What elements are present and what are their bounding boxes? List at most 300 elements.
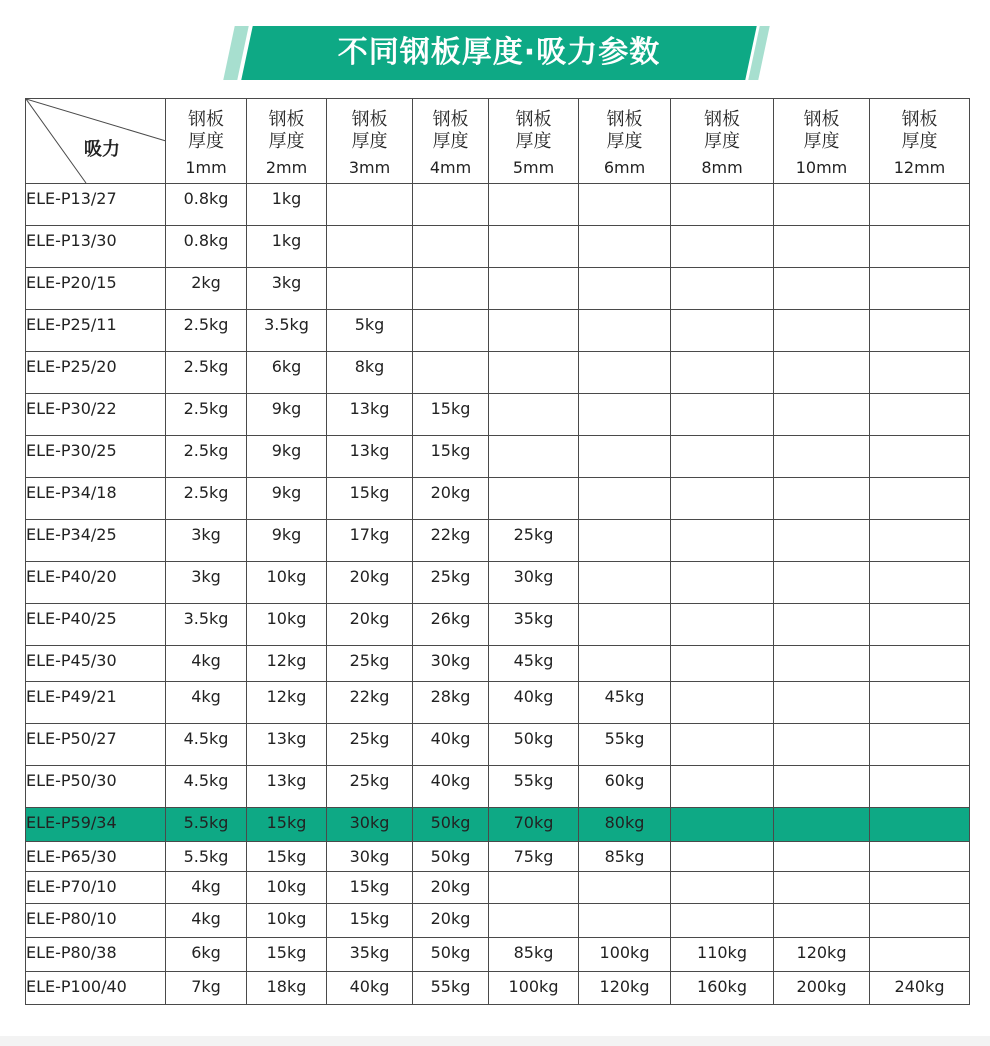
column-header-line2: 厚度 [515,131,552,152]
model-cell [26,562,166,604]
suction-value [579,872,670,877]
value-cell [671,904,774,938]
suction-value: 4.5kg [183,729,229,748]
value-cell [870,394,970,436]
value-cell [870,310,970,352]
suction-value [671,872,773,877]
suction-value: 3.5kg [183,609,229,628]
value-cell [247,436,327,478]
model-cell [26,646,166,682]
suction-value [671,646,773,651]
suction-value: 4kg [191,687,221,706]
suction-value: 4.5kg [183,771,229,790]
value-cell [579,646,671,682]
model-name: ELE-P25/11 [26,315,117,334]
suction-value: 2.5kg [183,399,229,418]
table-row [26,646,970,682]
model-cell [26,310,166,352]
value-cell [327,436,413,478]
table-row [26,562,970,604]
table-row [26,436,970,478]
value-cell [774,724,870,766]
suction-table [25,98,970,1005]
value-cell [671,972,774,1005]
suction-value: 4kg [191,909,221,928]
value-cell [166,436,247,478]
table-row [26,478,970,520]
suction-value: 3kg [191,525,221,544]
column-header-thickness: 12mm [893,158,946,177]
value-cell [247,184,327,226]
suction-value [671,394,773,399]
value-cell [671,682,774,724]
value-cell [489,842,579,872]
suction-value [579,436,670,441]
suction-value [870,226,969,231]
suction-value: 3kg [271,273,302,292]
suction-value [579,352,670,357]
value-cell [247,646,327,682]
column-header-line2: 厚度 [803,131,840,152]
table-row [26,310,970,352]
value-cell [579,972,671,1005]
value-cell [413,904,489,938]
suction-value [774,562,869,567]
value-cell [671,562,774,604]
value-cell [166,478,247,520]
value-cell [671,310,774,352]
value-cell [327,310,413,352]
suction-value [489,226,578,231]
value-cell [247,872,327,904]
value-cell [774,520,870,562]
value-cell [489,562,579,604]
suction-value [870,394,969,399]
suction-value: 20kg [430,483,471,502]
suction-value: 12kg [266,651,307,670]
value-cell [327,562,413,604]
suction-value [870,904,969,909]
suction-value: 110kg [697,943,747,962]
value-cell [413,268,489,310]
column-header [247,99,327,184]
suction-value [413,184,488,189]
suction-value: 5.5kg [183,813,229,832]
column-header-line1: 钢板 [901,109,938,130]
suction-value: 15kg [266,847,307,866]
suction-value: 0.8kg [183,189,229,208]
value-cell [870,808,970,842]
value-cell [671,604,774,646]
suction-value [413,226,488,231]
suction-value [774,808,869,813]
table-row [26,766,970,808]
value-cell [166,808,247,842]
value-cell [671,268,774,310]
value-cell [327,724,413,766]
model-cell [26,184,166,226]
value-cell [327,352,413,394]
value-cell [579,808,671,842]
value-cell [413,808,489,842]
value-cell [247,478,327,520]
suction-value: 18kg [266,977,307,996]
suction-value: 35kg [349,943,390,962]
value-cell [774,394,870,436]
value-cell [579,310,671,352]
suction-value: 85kg [604,847,645,866]
value-cell [166,972,247,1005]
value-cell [774,604,870,646]
value-cell [870,938,970,972]
suction-value [489,872,578,877]
value-cell [166,682,247,724]
value-cell [671,872,774,904]
value-cell [489,766,579,808]
suction-value [774,872,869,877]
model-name: ELE-P30/25 [26,441,117,460]
suction-value: 7kg [191,977,221,996]
value-cell [327,520,413,562]
column-header-line1: 钢板 [803,109,840,130]
value-cell [489,972,579,1005]
model-name: ELE-P13/30 [26,231,117,250]
title-banner [229,26,766,80]
value-cell [579,184,671,226]
suction-value: 120kg [599,977,650,996]
bottom-bar [0,1036,990,1046]
column-header-thickness: 3mm [348,158,391,177]
suction-value [870,766,969,771]
value-cell [671,646,774,682]
column-header [774,99,870,184]
column-header-line1: 钢板 [351,109,388,130]
suction-value: 25kg [430,567,471,586]
suction-value: 15kg [349,877,390,896]
model-name: ELE-P80/10 [26,909,117,928]
value-cell [413,478,489,520]
value-cell [489,938,579,972]
suction-value [870,268,969,273]
value-cell [327,394,413,436]
suction-value [579,904,670,909]
suction-value: 40kg [349,977,390,996]
value-cell [489,436,579,478]
suction-value [870,682,969,687]
suction-value [489,352,578,357]
suction-value: 20kg [430,877,471,896]
suction-value [870,872,969,877]
value-cell [671,938,774,972]
column-header-thickness: 2mm [265,158,308,177]
suction-value: 2.5kg [183,483,229,502]
suction-value [774,842,869,847]
suction-value [870,604,969,609]
suction-value: 40kg [430,729,471,748]
column-header-line2: 厚度 [268,131,305,152]
column-header-thickness: 8mm [701,158,743,177]
value-cell [166,562,247,604]
column-header [166,99,247,184]
table-row [26,184,970,226]
suction-value [671,436,773,441]
suction-value [671,478,773,483]
suction-value: 2.5kg [183,315,229,334]
table-row [26,724,970,766]
column-header-line1: 钢板 [432,109,469,130]
suction-value: 200kg [796,977,847,996]
value-cell [247,604,327,646]
value-cell [870,478,970,520]
value-cell [579,682,671,724]
suction-value: 8kg [354,357,385,376]
suction-value: 80kg [604,813,645,832]
suction-value [870,184,969,189]
suction-value: 15kg [430,441,471,460]
column-header-line2: 厚度 [606,131,643,152]
table-row [26,682,970,724]
suction-value [774,724,869,729]
suction-value [671,184,773,189]
suction-value [774,436,869,441]
value-cell [774,904,870,938]
model-cell [26,972,166,1005]
suction-value: 35kg [513,609,554,628]
suction-value: 26kg [430,609,471,628]
suction-value [774,352,869,357]
model-name: ELE-P50/27 [26,729,117,748]
value-cell [413,394,489,436]
value-cell [870,904,970,938]
suction-value: 17kg [349,525,390,544]
suction-value: 55kg [604,729,645,748]
suction-value [870,310,969,315]
suction-value [774,226,869,231]
value-cell [166,184,247,226]
suction-value: 28kg [430,687,471,706]
suction-value: 4kg [191,651,221,670]
value-cell [166,604,247,646]
model-cell [26,520,166,562]
model-cell [26,842,166,872]
suction-value [579,226,670,231]
value-cell [870,520,970,562]
suction-value [774,268,869,273]
model-cell [26,604,166,646]
value-cell [413,352,489,394]
value-cell [579,724,671,766]
value-cell [870,562,970,604]
value-cell [774,478,870,520]
suction-value: 85kg [513,943,554,962]
suction-value: 4kg [191,877,221,896]
suction-value: 60kg [604,771,645,790]
suction-value [489,184,578,189]
column-header-line2: 厚度 [704,131,740,152]
value-cell [774,310,870,352]
suction-value [671,904,773,909]
suction-value [579,268,670,273]
model-cell [26,808,166,842]
suction-value: 25kg [349,771,390,790]
model-cell [26,682,166,724]
value-cell [327,938,413,972]
suction-value [579,604,670,609]
suction-value [671,808,773,813]
value-cell [413,842,489,872]
suction-value [579,310,670,315]
suction-value [671,766,773,771]
suction-value [489,394,578,399]
suction-value [671,604,773,609]
table-row [26,842,970,872]
value-cell [489,268,579,310]
column-header-thickness: 4mm [429,158,472,177]
value-cell [774,842,870,872]
value-cell [327,972,413,1005]
suction-value: 6kg [271,357,302,376]
suction-value [870,724,969,729]
suction-value: 1kg [271,189,302,208]
suction-value [671,520,773,525]
value-cell [489,646,579,682]
value-cell [413,226,489,268]
value-cell [671,842,774,872]
model-name: ELE-P70/10 [26,877,117,896]
corner-label: 吸力 [84,139,120,160]
suction-value: 10kg [266,567,307,586]
model-name: ELE-P40/20 [26,567,117,586]
value-cell [489,682,579,724]
value-cell [327,604,413,646]
value-cell [413,562,489,604]
column-header-thickness: 10mm [795,158,848,177]
suction-value [489,478,578,483]
value-cell [774,562,870,604]
suction-value: 45kg [513,651,554,670]
suction-value: 50kg [430,847,471,866]
value-cell [413,972,489,1005]
column-header [327,99,413,184]
value-cell [671,724,774,766]
suction-value [489,268,578,273]
value-cell [166,724,247,766]
header-row [26,99,970,184]
suction-value: 1kg [271,231,302,250]
value-cell [247,904,327,938]
suction-value [870,352,969,357]
suction-value [413,352,488,357]
value-cell [870,972,970,1005]
value-cell [579,520,671,562]
value-cell [870,604,970,646]
value-cell [413,872,489,904]
value-cell [489,808,579,842]
suction-value: 9kg [271,399,302,418]
suction-value: 3kg [191,567,221,586]
model-name: ELE-P49/21 [26,687,117,706]
column-header-line1: 钢板 [606,109,643,130]
table-row [26,394,970,436]
value-cell [774,352,870,394]
value-cell [870,682,970,724]
value-cell [489,394,579,436]
value-cell [671,394,774,436]
suction-value [774,682,869,687]
suction-value [579,184,670,189]
table-row [26,872,970,904]
suction-value [327,226,412,231]
suction-value [774,184,869,189]
value-cell [413,938,489,972]
column-header-line1: 钢板 [268,109,305,130]
value-cell [247,394,327,436]
column-header-line1: 钢板 [188,109,224,130]
model-cell [26,478,166,520]
table-row [26,520,970,562]
suction-value: 30kg [349,847,390,866]
suction-value: 45kg [604,687,645,706]
model-name: ELE-P50/30 [26,771,117,790]
value-cell [671,226,774,268]
table-row [26,972,970,1005]
value-cell [774,872,870,904]
suction-value: 25kg [513,525,554,544]
value-cell [247,938,327,972]
value-cell [489,724,579,766]
page-title: 不同钢板厚度·吸力参数 [337,35,661,70]
value-cell [247,766,327,808]
suction-value: 160kg [697,977,747,996]
value-cell [774,682,870,724]
suction-value: 10kg [266,609,307,628]
value-cell [774,766,870,808]
suction-value [327,184,412,189]
suction-value: 0.8kg [183,231,229,250]
suction-value: 75kg [513,847,554,866]
suction-value: 13kg [349,399,390,418]
suction-value: 6kg [191,943,221,962]
value-cell [413,184,489,226]
suction-value: 2.5kg [183,441,229,460]
value-cell [166,268,247,310]
value-cell [413,604,489,646]
suction-value: 20kg [430,909,471,928]
column-header [489,99,579,184]
value-cell [166,872,247,904]
suction-value: 50kg [430,813,471,832]
suction-value [671,724,773,729]
value-cell [870,184,970,226]
value-cell [489,872,579,904]
value-cell [671,352,774,394]
corner-header [26,99,166,184]
suction-value [870,842,969,847]
suction-value [327,268,412,273]
value-cell [870,436,970,478]
value-cell [579,562,671,604]
column-header-line1: 钢板 [704,109,740,130]
suction-value: 10kg [266,877,307,896]
suction-value [579,562,670,567]
suction-value: 9kg [271,525,302,544]
value-cell [489,352,579,394]
suction-value [870,520,969,525]
suction-value: 2.5kg [183,357,229,376]
value-cell [166,310,247,352]
suction-value [489,310,578,315]
value-cell [870,842,970,872]
